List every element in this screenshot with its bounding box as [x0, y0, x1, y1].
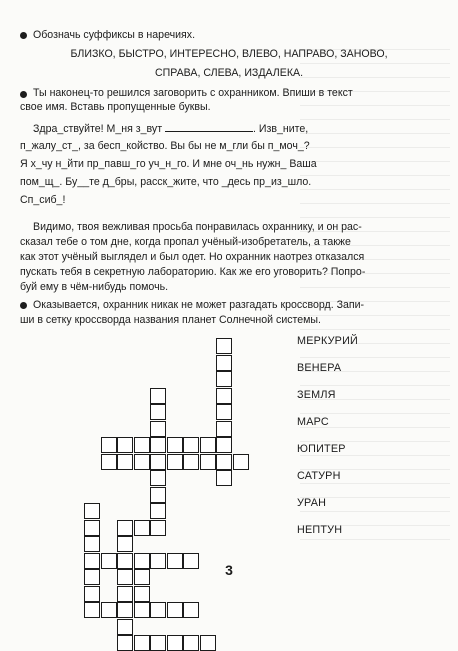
crossword-cell[interactable] — [216, 355, 232, 371]
crossword-cell[interactable] — [167, 635, 183, 651]
crossword-cell[interactable] — [150, 454, 166, 470]
crossword-cell[interactable] — [117, 536, 133, 552]
crossword-cell[interactable] — [134, 586, 150, 602]
crossword-cell[interactable] — [200, 635, 216, 651]
crossword-cell[interactable] — [84, 602, 100, 618]
crossword-cell[interactable] — [134, 602, 150, 618]
crossword-cell[interactable] — [117, 454, 133, 470]
story-line-4: пускать тебя в секретную лабораторию. Как же его уговорить? Попро- — [20, 266, 366, 278]
crossword-cell[interactable] — [117, 520, 133, 536]
crossword-cell[interactable] — [150, 602, 166, 618]
bullet-icon — [20, 91, 27, 98]
crossword-cell[interactable] — [150, 635, 166, 651]
exercise-line-4: пом_щ_. Бу__те д_бры, расск_жите, что _десь пр_из_шло. — [20, 176, 312, 188]
crossword-cell[interactable] — [216, 338, 232, 354]
crossword-cell[interactable] — [84, 536, 100, 552]
crossword-cell[interactable] — [216, 421, 232, 437]
page-number: 3 — [225, 562, 233, 578]
crossword-cell[interactable] — [134, 635, 150, 651]
exercise-line-3: Я х_чу н_йти пр_павш_го уч_н_го. И мне оч_нь нужн_ Ваша — [20, 158, 317, 170]
story-line-3: как этот учёный выглядел и был одет. Но охранник наотрез отказался — [20, 251, 365, 263]
crossword-cell[interactable] — [150, 421, 166, 437]
crossword-cell[interactable] — [150, 437, 166, 453]
story-line-2: сказал тебе о том дне, когда пропал учёный-изобретатель, а также — [20, 236, 351, 248]
crossword-cell[interactable] — [183, 635, 199, 651]
bleed-through-texture — [300, 40, 450, 540]
crossword-cell[interactable] — [134, 520, 150, 536]
name-blank[interactable] — [165, 121, 253, 132]
adverbs-line-1: БЛИЗКО, БЫСТРО, ИНТЕРЕСНО, ВЛЕВО, НАПРАВО, ЗАНОВО, — [70, 48, 388, 60]
exercise-line-5: Сп_сиб_! — [20, 194, 66, 206]
crossword-cell[interactable] — [216, 454, 232, 470]
crossword-cell[interactable] — [216, 388, 232, 404]
task2-instruction-line-2: свое имя. Вставь пропущенные буквы. — [20, 101, 211, 113]
planet-word: МАРС — [297, 416, 329, 428]
planet-word: ЮПИТЕР — [297, 443, 346, 455]
story-line-5: буй ему в чём-нибудь помочь. — [20, 281, 169, 293]
crossword-cell[interactable] — [84, 520, 100, 536]
exercise-line-2: п_жалу_ст_, за бесп_койство. Вы бы не м_гли бы п_моч_? — [20, 140, 310, 152]
crossword-cell[interactable] — [183, 454, 199, 470]
bullet-icon — [20, 302, 27, 309]
crossword-cell[interactable] — [101, 454, 117, 470]
crossword-cell[interactable] — [233, 454, 249, 470]
planet-word: САТУРН — [297, 470, 341, 482]
crossword-cell[interactable] — [216, 470, 232, 486]
crossword-cell[interactable] — [150, 388, 166, 404]
exercise-text: Здра_ствуйте! М_ня з_вут — [33, 123, 163, 135]
exercise-line-1 — [33, 121, 308, 136]
planet-word: МЕРКУРИЙ — [297, 335, 358, 347]
crossword-cell[interactable] — [216, 437, 232, 453]
crossword-cell[interactable] — [183, 602, 199, 618]
planet-word: УРАН — [297, 497, 327, 509]
crossword-cell[interactable] — [167, 602, 183, 618]
crossword-cell[interactable] — [183, 437, 199, 453]
crossword-cell[interactable] — [134, 437, 150, 453]
exercise-text: . Изв_ните, — [253, 123, 309, 135]
crossword-cell[interactable] — [117, 619, 133, 635]
task3-instruction-line-2: ши в сетку кроссворда названия планет Солнечной системы. — [20, 314, 321, 326]
crossword-cell[interactable] — [150, 470, 166, 486]
task2-instruction-line-1: Ты наконец-то решился заговорить с охранником. Впиши в текст — [33, 87, 353, 99]
crossword-cell[interactable] — [150, 520, 166, 536]
planet-word: ВЕНЕРА — [297, 362, 342, 374]
crossword-cell[interactable] — [150, 503, 166, 519]
crossword-cell[interactable] — [117, 602, 133, 618]
crossword-cell[interactable] — [150, 487, 166, 503]
adverbs-line-2: СПРАВА, СЛЕВА, ИЗДАЛЕКА. — [154, 67, 304, 79]
planet-word: НЕПТУН — [297, 524, 343, 536]
crossword-cell[interactable] — [117, 437, 133, 453]
crossword-cell[interactable] — [117, 586, 133, 602]
bullet-icon — [20, 32, 27, 39]
crossword-cell[interactable] — [216, 371, 232, 387]
crossword-cell[interactable] — [117, 635, 133, 651]
crossword-cell[interactable] — [216, 404, 232, 420]
crossword-cell[interactable] — [84, 586, 100, 602]
crossword-cell[interactable] — [134, 454, 150, 470]
crossword-cell[interactable] — [101, 602, 117, 618]
story-line-1: Видимо, твоя вежливая просьба понравилась охраннику, и он рас- — [33, 221, 362, 233]
crossword-cell[interactable] — [167, 454, 183, 470]
crossword-cell[interactable] — [101, 437, 117, 453]
task1-instruction: Обозначь суффиксы в наречиях. — [33, 29, 196, 41]
crossword-cell[interactable] — [167, 437, 183, 453]
task3-instruction-line-1: Оказывается, охранник никак не может разгадать кроссворд. Запи- — [33, 299, 365, 311]
planet-word: ЗЕМЛЯ — [297, 389, 336, 401]
crossword-cell[interactable] — [200, 454, 216, 470]
crossword-cell[interactable] — [200, 437, 216, 453]
crossword-cell[interactable] — [84, 503, 100, 519]
crossword-cell[interactable] — [150, 404, 166, 420]
